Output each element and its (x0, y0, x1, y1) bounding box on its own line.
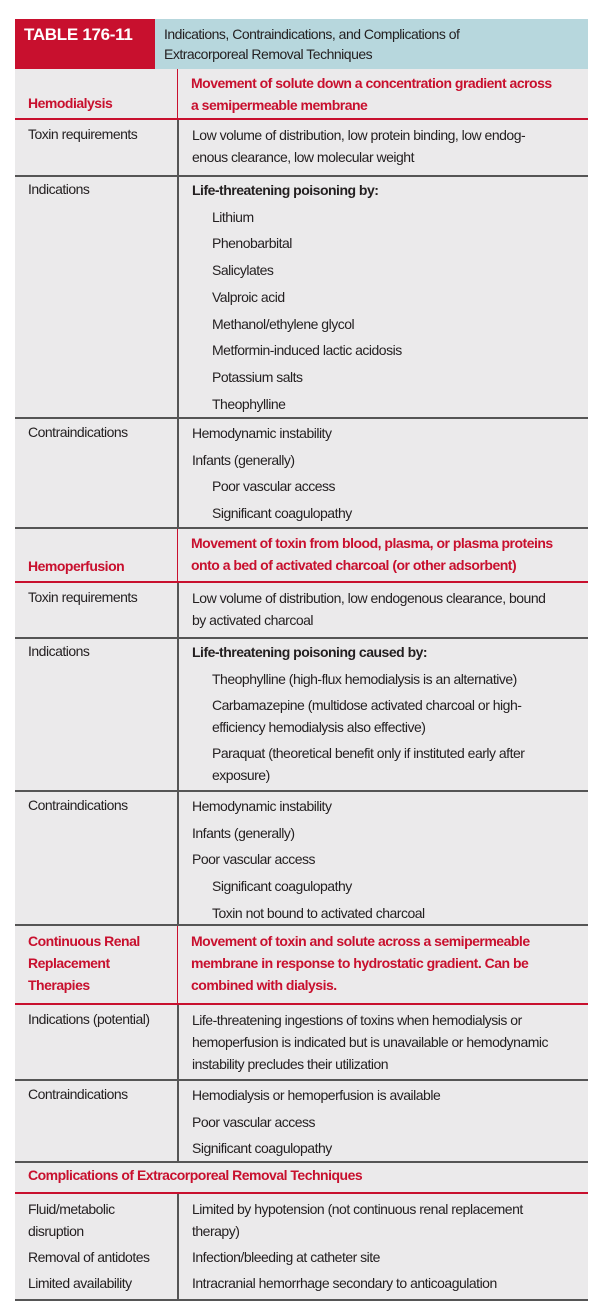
section-description (177, 69, 588, 118)
description-line: membrane in response to hydrostatic gradient. Can be (191, 955, 529, 971)
list-item: Valproic acid (212, 288, 285, 305)
row-value (177, 120, 588, 175)
list-item: Significant coagulopathy (212, 878, 352, 895)
value-line: instability precludes their utilization (192, 1056, 389, 1072)
section-description (177, 529, 588, 581)
section-header-crrt (15, 926, 588, 1005)
table-row (15, 792, 588, 926)
indications-heading: Life-threatening poisoning by: (192, 182, 379, 198)
complications-row (15, 1194, 588, 1301)
list-item: Phenobarbital (212, 235, 292, 252)
section-header-hemoperfusion (15, 527, 588, 583)
row-label: Toxin requirements (28, 126, 138, 142)
complication-item: Intracranial hemorrhage secondary to anticoagulation (192, 1275, 497, 1291)
list-item: Theophylline (212, 395, 286, 412)
row-value (177, 177, 588, 417)
row-value (177, 639, 588, 790)
value-line: by activated charcoal (192, 612, 314, 628)
table-row (15, 1081, 588, 1163)
list-item: Hemodialysis or hemoperfusion is available (192, 1087, 441, 1103)
row-label: Toxin requirements (28, 589, 138, 605)
complication-item: Limited by hypotension (not continuous renal replacement (192, 1201, 523, 1217)
table-number: TABLE 176-11 (15, 19, 155, 69)
row-value (177, 1005, 588, 1079)
complication-item: Removal of antidotes (28, 1249, 150, 1265)
item-line: Paraquat (theoretical benefit only if instituted early after (212, 744, 525, 761)
row-label: Contraindications (28, 797, 128, 813)
complication-item: Fluid/metabolic (28, 1201, 115, 1217)
list-item: Significant coagulopathy (212, 505, 352, 522)
table-title-bar (15, 19, 588, 69)
item-line: exposure) (212, 766, 270, 783)
complication-item: Infection/bleeding at catheter site (192, 1249, 380, 1265)
complication-item: Limited availability (28, 1275, 132, 1291)
section-name: Hemodialysis (28, 95, 113, 111)
section-name: Hemoperfusion (28, 558, 125, 574)
table-row (15, 1005, 588, 1081)
row-value (177, 1081, 588, 1161)
row-label: Contraindications (28, 424, 128, 440)
list-item: Methanol/ethylene glycol (212, 315, 355, 332)
section-description (177, 926, 588, 1003)
row-value (177, 419, 588, 527)
list-item: Salicylates (212, 262, 274, 279)
list-item: Metformin-induced lactic acidosis (212, 342, 402, 359)
list-item (192, 742, 588, 786)
table-row (15, 120, 588, 177)
description-line: Movement of toxin and solute across a semipermeable (191, 933, 530, 949)
row-value (177, 792, 588, 924)
description-line: onto a bed of activated charcoal (or other adsorbent) (191, 557, 517, 573)
item-line: Theophylline (high-flux hemodialysis is an alternative) (212, 670, 517, 687)
table-row (15, 639, 588, 792)
table-title (155, 19, 459, 69)
section-header-hemodialysis (15, 69, 588, 120)
description-line: Movement of solute down a concentration gradient across (191, 75, 552, 91)
table-row (15, 177, 588, 419)
table-row (15, 583, 588, 639)
list-item: Poor vascular access (212, 478, 336, 495)
list-item: Hemodynamic instability (192, 425, 332, 441)
section-name-line: Continuous Renal (28, 933, 140, 949)
row-value (177, 583, 588, 637)
list-item: Poor vascular access (192, 1113, 316, 1130)
list-item: Infants (generally) (192, 824, 295, 841)
row-label: Indications (28, 181, 90, 197)
complication-item: therapy) (192, 1223, 240, 1239)
section-name-line: Therapies (28, 977, 90, 993)
row-label: Contraindications (28, 1086, 128, 1102)
item-line: efficiency hemodialysis also effective) (212, 718, 426, 735)
complications-heading: Complications of Extracorporeal Removal Techniques (15, 1163, 588, 1194)
value-line: Life-threatening ingestions of toxins when hemodialysis or (192, 1012, 522, 1028)
value-line: Low volume of distribution, low protein binding, low endog- (192, 127, 526, 143)
list-item (192, 694, 588, 738)
section-name (15, 926, 177, 1003)
complications-right (177, 1194, 588, 1299)
complication-item: disruption (28, 1223, 84, 1239)
row-label: Indications (potential) (28, 1011, 150, 1027)
list-item: Toxin not bound to activated charcoal (212, 904, 425, 921)
table-title-line: Indications, Contraindications, and Complications of (164, 26, 460, 42)
list-item: Poor vascular access (192, 851, 316, 868)
description-line: Movement of toxin from blood, plasma, or plasma proteins (191, 535, 553, 551)
complications-left (15, 1194, 177, 1299)
row-label: Indications (28, 643, 90, 659)
value-line: Low volume of distribution, low endogenous clearance, bound (192, 590, 546, 606)
list-item (192, 668, 588, 690)
list-item: Infants (generally) (192, 451, 295, 468)
description-line: a semipermeable membrane (191, 97, 368, 113)
extracorporeal-removal-table (15, 19, 588, 1301)
description-line: combined with dialysis. (191, 977, 337, 993)
list-item: Lithium (212, 208, 254, 225)
table-title-line: Extracorporeal Removal Techniques (164, 46, 373, 62)
section-name-line: Replacement (28, 955, 110, 971)
indications-heading: Life-threatening poisoning caused by: (192, 644, 428, 660)
item-line: Carbamazepine (multidose activated charcoal or high- (212, 696, 522, 713)
list-item: Hemodynamic instability (192, 798, 332, 814)
list-item: Significant coagulopathy (192, 1140, 332, 1157)
value-line: hemoperfusion is indicated but is unavailable or hemodynamic (192, 1034, 548, 1050)
list-item: Potassium salts (212, 368, 303, 385)
value-line: enous clearance, low molecular weight (192, 149, 414, 165)
table-row (15, 419, 588, 527)
